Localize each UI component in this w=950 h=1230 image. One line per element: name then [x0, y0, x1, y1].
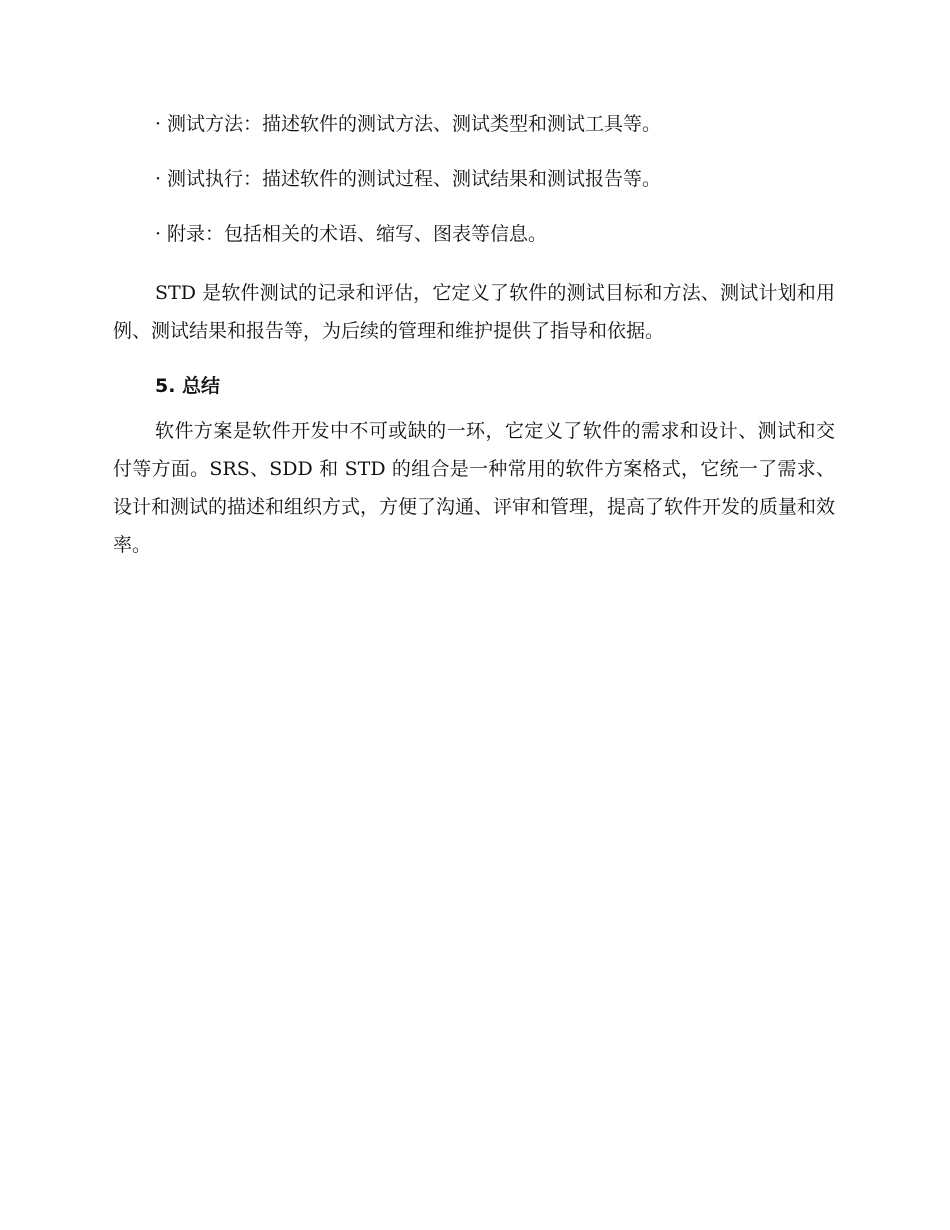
bullet-test-method: [113, 109, 835, 140]
bullet-text: 测试执行：描述软件的测试过程、测试结果和测试报告等。: [167, 168, 662, 190]
bullet-marker: ·: [155, 168, 162, 190]
bullet-marker: ·: [155, 223, 162, 245]
summary-paragraph: 软件方案是软件开发中不可或缺的一环，它定义了软件的需求和设计、测试和交付等方面。SRS、SDD 和 STD 的组合是一种常用的软件方案格式，它统一了需求、设计和测试的描述和组织方式，方便了沟通、评审和管理，提高了软件开发的质量和效率。: [113, 420, 836, 556]
section-heading: 5. 总结: [155, 375, 221, 397]
bullet-text: 测试方法：描述软件的测试方法、测试类型和测试工具等。: [167, 113, 662, 135]
bullet-appendix: [113, 219, 835, 250]
std-paragraph: STD 是软件测试的记录和评估，它定义了软件的测试目标和方法、测试计划和用例、测试结果和报告等，为后续的管理和维护提供了指导和依据。: [113, 282, 835, 342]
bullet-marker: ·: [155, 113, 162, 135]
document-content: [113, 109, 835, 584]
bullet-test-execution: [113, 164, 835, 195]
bullet-text: 附录：包括相关的术语、缩写、图表等信息。: [167, 223, 548, 245]
